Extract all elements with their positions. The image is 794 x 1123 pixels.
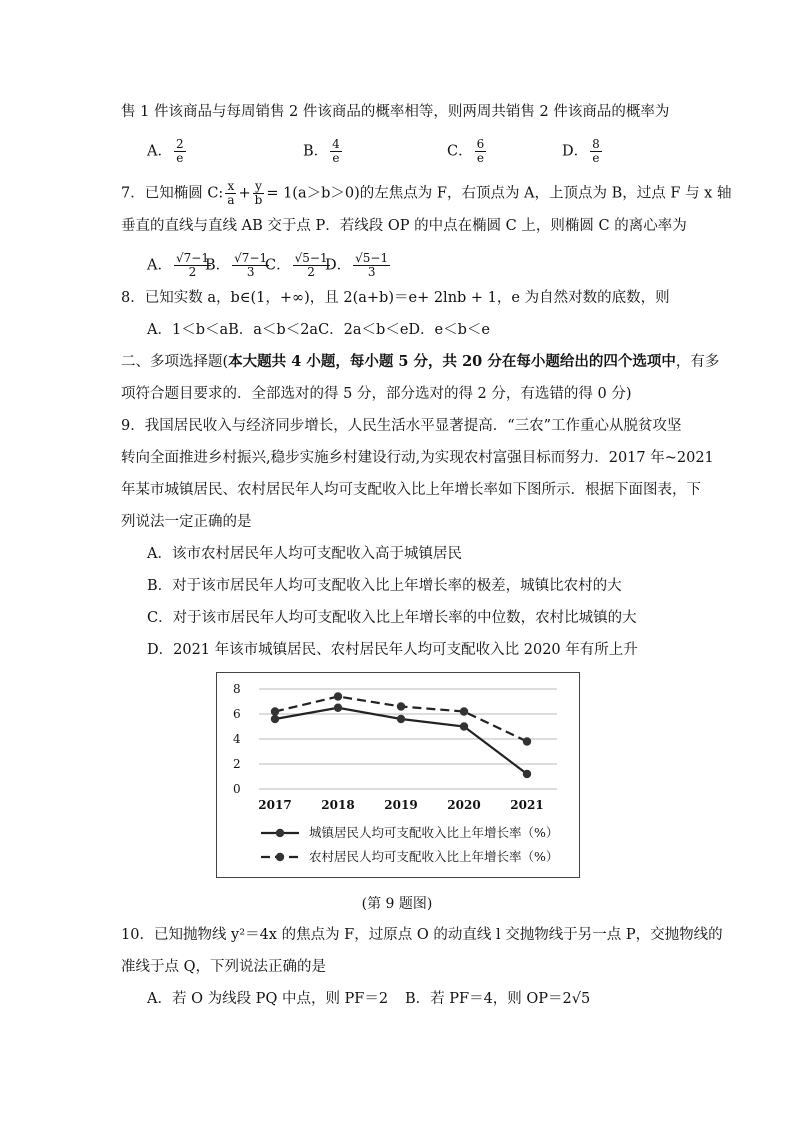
q7-plus: + — [238, 185, 251, 202]
q7-option-a: A． $\frac{√7-1}{2}$ — [147, 251, 209, 279]
q6-tail-text: 售 1 件该商品与每周销售 2 件该商品的概率相等，则两周共销售 2 件该商品的概率为 — [121, 104, 670, 120]
data-point-2 — [523, 737, 531, 745]
figure-caption: (第 9 题图) — [361, 896, 433, 912]
q9-line3: 年某市城镇居民、农村居民年人均可支配收入比上年增长率如下图所示．根据下面图表，下 — [121, 482, 701, 498]
q7-option-d: D． $\frac{√5-1}{3}$ — [325, 251, 389, 279]
data-point-2 — [271, 707, 279, 715]
y-tick-label: 2 — [233, 757, 241, 771]
q8-options: A．1＜b＜aB．a＜b＜2aC．2a＜b＜eD．e＜b＜e — [147, 322, 490, 338]
q9-option-d: D．2021 年该市城镇居民、农村居民年人均可支配收入比 2020 年有所上升 — [147, 642, 638, 658]
q7-line2: 垂直的直线与直线 AB 交于点 P．若线段 OP 的中点在椭圆 C 上，则椭圆 C 的离心率为 — [121, 218, 687, 234]
x-tick-label: 2020 — [447, 798, 481, 812]
data-point-1 — [397, 715, 405, 723]
q9-chart-svg — [217, 673, 579, 877]
q7-line1-end: = 1(a＞b＞0)的左焦点为 F，右顶点为 A，上顶点为 B，过点 F 与 x 轴 — [266, 185, 732, 202]
q7-option-b: B． $\frac{√7-1}{3}$ — [205, 251, 268, 279]
y-tick-label: 4 — [233, 732, 241, 746]
x-tick-label: 2018 — [321, 798, 355, 812]
y-tick-label: 6 — [233, 707, 241, 721]
x-tick-label: 2019 — [384, 798, 418, 812]
x-tick-label: 2021 — [510, 798, 544, 812]
q10-line2: 准线于点 Q，下列说法正确的是 — [121, 959, 326, 975]
q9-line4: 列说法一定正确的是 — [121, 514, 252, 530]
legend-label-2: 农村居民人均可支配收入比上年增长率（%） — [309, 849, 559, 864]
q9-line2: 转向全面推进乡村振兴,稳步实施乡村建设行动,为实现农村富强目标而努力．2017 年~2021 — [121, 450, 714, 466]
q7-option-c: C． $\frac{√5-1}{2}$ — [265, 251, 328, 279]
data-point-1 — [523, 770, 531, 778]
q8-line1: 8．已知实数 a，b∈(1，+∞)，且 2(a+b)＝e+ 2lnb + 1，e 为自然对数的底数，则 — [121, 290, 670, 306]
q7-line1-start: 7．已知椭圆 C: — [121, 185, 224, 202]
data-point-2 — [397, 702, 405, 710]
q9-option-c: C．对于该市居民年人均可支配收入比上年增长率的中位数，农村比城镇的大 — [147, 610, 637, 626]
q6-option-b: B． $\frac{4}{e}$ — [303, 137, 340, 165]
legend-marker-1 — [276, 829, 284, 837]
q7-frac-x-over-a: $\frac{x}{a}$ — [227, 179, 235, 207]
q10-option-a: A．若 O 为线段 PQ 中点，则 PF＝2 — [147, 991, 389, 1007]
q6-option-c: C． $\frac{6}{e}$ — [447, 137, 485, 165]
q10-option-b: B．若 PF＝4，则 OP＝2√5 — [405, 991, 591, 1007]
q10-line1: 10．已知抛物线 y²＝4x 的焦点为 F，过原点 O 的动直线 l 交抛物线于另一点 P，交抛物线的 — [121, 927, 723, 943]
data-point-2 — [334, 692, 342, 700]
q9-option-b: B．对于该市居民年人均可支配收入比上年增长率的极差，城镇比农村的大 — [147, 578, 622, 594]
y-tick-label: 0 — [233, 782, 241, 796]
legend-label-1: 城镇居民人均可支配收入比上年增长率（%） — [309, 825, 559, 840]
q7-frac-y-over-b: $\frac{y}{b}$ — [254, 179, 263, 207]
q6-option-a: A． $\frac{2}{e}$ — [147, 137, 184, 165]
q9-chart — [216, 672, 580, 878]
data-point-1 — [334, 704, 342, 712]
q6-option-d: D． $\frac{8}{e}$ — [562, 137, 600, 165]
data-point-1 — [271, 715, 279, 723]
q7-line1 — [121, 180, 731, 207]
q9-option-a: A．该市农村居民年人均可支配收入高于城镇居民 — [147, 546, 462, 562]
section2-line1: 二、多项选择题(本大题共 4 小题，每小题 5 分，共 20 分在每小题给出的四个选项中，有多 — [121, 353, 720, 370]
section2-line2: 项符合题目要求的．全部选对的得 5 分，部分选对的得 2 分，有选错的得 0 分) — [121, 386, 632, 402]
y-tick-label: 8 — [233, 682, 241, 696]
data-point-2 — [460, 707, 468, 715]
q9-line1: 9．我国居民收入与经济同步增长，人民生活水平显著提高．“三农”工作重心从脱贫攻坚 — [121, 418, 682, 434]
legend-marker-2 — [276, 853, 284, 861]
data-point-1 — [460, 722, 468, 730]
x-tick-label: 2017 — [258, 798, 292, 812]
